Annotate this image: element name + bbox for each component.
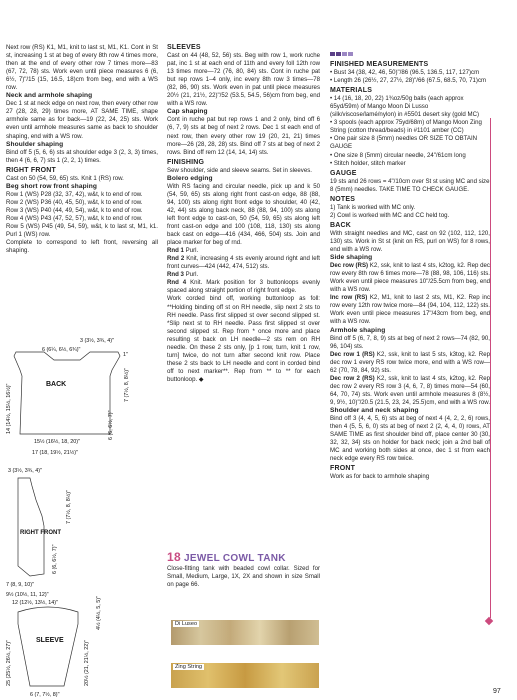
list-item: • 3 spools (each approx 75yd/68m) of Mango Moon Zing String (cotton thread/beads) in #1101 amber (CC) (330, 119, 482, 135)
paragraph: Bind off 5 (5, 6, 6) sts at shoulder edge 3 (2, 3, 3) times, then 4 (6, 6, 7) sts 1 (2, 2, 1) times. (6, 148, 158, 164)
paragraph: Bind off 5 (6, 7, 8, 9) sts at beg of next 2 rows—74 (82, 90, 96, 104) sts. (330, 334, 490, 350)
section-heading: GAUGE (330, 169, 357, 177)
list-item: 2) Cowl is worked with MC and CC held tog. (330, 211, 450, 219)
paragraph: Dec row (RS) K2, ssk, knit to last 4 sts, k2tog, k2. Rep dec row every 8th row 6 times more—78 (88, 98, 106, 116) sts. Work even until piece measures 10"/25.5cm from beg, end with a WS row. (330, 262, 490, 294)
sleeve-cuff-width: 6 (7, 7½, 8)" (30, 692, 60, 698)
back-shoulder-drop: 1" (123, 352, 128, 358)
sleeve-length: 25 (25½, 26½, 27)" (6, 640, 12, 686)
pattern-title: 18 JEWEL COWL TANK (167, 550, 286, 564)
front-hip-width: 9½ (10½, 11, 12)" (6, 592, 49, 598)
paragraph: Complete to correspond to left front, reversing all shaping. (6, 239, 158, 255)
sleeve-label: SLEEVE (36, 637, 64, 644)
round-instruction: Rnd 1 Purl. (167, 247, 199, 255)
section-heading: SLEEVES (167, 44, 201, 51)
paragraph: Cont in ruche pat but rep rows 1 and 2 only, bind off 6 (6, 7, 9) sts at beg of next 2 rows. Dec 1 st each end of next row, then every other row 19 (20, 21, 21) times more—26 (28, 28, 28) sts. Bind off 7 sts at beg of next 2 rows. Bind off rem 12 (14, 14, 14) sts. (167, 116, 320, 156)
paragraph: Work corded bind off, working buttonloop as foll: **Holding binding off st on RH needle, slip next 2 sts to RH needle. Pass first slipped st over second slipped st. *Slip next st to RH needle. Pass first slipped st over second slipped st. Rep from * once more and place resulting st back on LH needle—2 sts rem on RH needle. On these 2 sts only, [p 1 row, turn, knit 1 row, turn] twice, do not turn after second knit row. Place these 2 sts back to LH needle and cont in corded bind off to next marker**. Rep from ** to ** for each buttonloop. ◆ (167, 295, 320, 383)
swatch-label: Di Luseo (175, 621, 198, 627)
front-lower-length: 6 (6, 6½, 7)" (52, 544, 58, 574)
section-heading: Shoulder and neck shaping (330, 406, 419, 414)
round-instruction: Rnd 3 Purl. (167, 271, 199, 279)
divider-ornament (485, 617, 493, 625)
section-heading: Side shaping (330, 254, 373, 262)
paragraph: Dec row 1 (RS) K2, ssk, knit to last 5 sts, k3tog, k2. Rep dec row 1 every RS row twice more, end with a WS row—62 (70, 78, 84, 92) sts. (330, 350, 490, 374)
back-neck-width: 6 (6¼, 6½, 6¾)" (42, 347, 81, 353)
round-instruction: Rnd 2 Knit, increasing 4 sts evenly around right and left front curves—424 (442, 474, 512) sts. (167, 255, 321, 271)
list-item: 1) Tank is worked with MC only. (330, 203, 416, 211)
back-length: 14 (14½, 15½, 16½)" (6, 383, 12, 434)
front-upper-length: 7 (7½, 8, 8½)" (66, 490, 72, 524)
back-label: BACK (46, 381, 67, 388)
paragraph: With straight needles and MC, cast on 92 (102, 112, 120, 130) sts. Work in St st (knit on RS, purl on WS) for 8 rows, end with a WS row. (330, 229, 490, 254)
sleeve-cap-height: 4½ (4½, 5, 5)" (96, 596, 102, 630)
section-heading: Bolero edging (167, 174, 213, 182)
section-heading: NOTES (330, 195, 356, 203)
back-armhole-depth: 7 (7½, 8, 8½)" (124, 368, 130, 402)
column-1 (6, 44, 158, 255)
sleeve-top-width: 12 (12½, 13½, 14)" (12, 600, 58, 606)
round-instruction: Rnd 4 Knit. Mark position for 3 buttonloops evenly spaced along straight portion of right front edge. (167, 279, 321, 295)
paragraph: Inc row (RS) K2, M1, knit to last 2 sts, M1, K2. Rep inc row every 12th row twice more—84 (94, 104, 112, 122) sts. Work even until piece measures 17"/43cm from beg, end with a WS row. (330, 294, 490, 326)
section-heading: Shoulder shaping (6, 140, 64, 148)
paragraph: Cast on 44 (48, 52, 56) sts. Beg with row 1, work ruche pat, inc 1 st at each end of 11th and every foll 12th row 13 times more—72 (76, 80, 84) sts. Cont in ruche pat but rep rows 1–4 only, inc every 8th row 3 times—78 (82, 86, 90) sts. Work even in pat until piece measures 20½ (21, 21½, 22)"/52 (53.5, 54.5, 56)cm from beg, end with a WS row. (167, 52, 320, 108)
section-heading: FINISHING (167, 158, 205, 166)
row-instruction: Row 2 (WS) P36 (40, 45, 50), w&t, k to end of row. (6, 198, 143, 206)
section-heading: FINISHED MEASUREMENTS (330, 61, 429, 68)
back-top-width: 3 (3½, 3¾, 4)" (80, 338, 114, 344)
section-heading: Cap shaping (167, 108, 208, 116)
yarn-swatch-image (171, 620, 319, 645)
row-instruction: Row 5 (WS) P45 (49, 54, 59), w&t, k to last st, M1, k1. Purl 1 (WS) row. (6, 223, 158, 239)
sleeve-underarm: 20½ (21, 21½, 22)" (84, 640, 90, 686)
paragraph: Cast on 50 (54, 59, 65) sts. Knit 1 (RS) row. (6, 174, 124, 182)
paragraph: With RS facing and circular needle, pick up and k 50 (54, 59, 65) sts along right front cast-on edge, 88 (88, 94, 100) sts along right front edge to shoulder, 40 (42, 42, 44) sts along back neck, 88 (88, 94, 100) sts along left front edge to cast-on, 50 (54, 59, 65) sts along left front cast-on edge and 100 (108, 118, 130) sts along back cast on edge—416 (434, 466, 504) sts. Join and place marker for beg of rnd. (167, 182, 320, 247)
list-item: • Length 26 (26½, 27, 27½, 28)"/66 (67.5, 68.5, 70, 71)cm (330, 77, 487, 85)
yarn-swatch-image (171, 663, 319, 688)
back-schematic (14, 352, 120, 434)
column-3 (330, 59, 490, 481)
back-hip-width: 17 (18, 19½, 21½)" (32, 450, 78, 456)
schematic-diagrams (0, 330, 165, 700)
row-instruction: Row 4 (WS) P43 (47, 52, 57), w&t, k to end of row. (6, 214, 143, 222)
front-schematic (18, 478, 44, 576)
paragraph: Dec row 2 (RS) K2, ssk, knit to last 4 sts, k2tog, k2. Rep dec row 2 every RS row 3 (4, 6, 7, 8) times more—54 (60, 64, 70, 74) sts. Work even until armhole measures 8 (8½, 9, 9½, 10)"/20.5 (21.5, 23, 24, 25.5)cm, end with a WS row. (330, 374, 491, 406)
paragraph: Work as for back to armhole shaping (330, 473, 430, 481)
list-item: • 14 (16, 18, 20, 22) 1¾oz/50g balls (each approx 65yd/59m) of Mango Moon Di Lusso (silk/viscose/lamé/nylon) in #5501 desert sky (gold MC) (330, 95, 480, 119)
list-item: • Bust 34 (38, 42, 46, 50)"/86 (96.5, 136.5, 117, 127)cm (330, 69, 480, 77)
list-item: • One size 8 (5mm) circular needle, 24"/61cm long (330, 151, 466, 159)
section-heading: BACK (330, 221, 352, 229)
paragraph: Bind off 3 (4, 4, 5, 6) sts at beg of next 4 (4, 2, 2, 6) rows, then 4 (5, 5, 6, 0) sts at beg of next 2 (2, 4, 4, 0) rows, AT SAME TIME as first shoulder bind off, place center 30 (30, 32, 32, 34) sts on holder for back neck; join a 2nd ball of MC and working both sides at once, dec 1 st from each neck edge every RS row twice. (330, 415, 490, 463)
back-side-length: 6 (6, 6½, 7)" (108, 410, 114, 440)
decorative-blocks (330, 43, 354, 48)
section-heading: MATERIALS (330, 87, 373, 95)
front-top-width: 3 (3½, 3¾, 4)" (8, 468, 42, 474)
section-heading: Neck and armhole shaping (6, 92, 93, 100)
list-item: • Stitch holder, stitch marker (330, 159, 406, 167)
page-number: 97 (493, 688, 501, 695)
back-bottom-width: 15½ (16½, 18, 20)" (34, 439, 80, 445)
paragraph: Next row (RS) K1, M1, knit to last st, M1, K1. Cont in St st, increasing 1 st at beg of every 8th row 4 times more, then at the end of every other row 7 times more—83 (67, 72, 78) sts. Work even until piece measures 6 (6, 6½, 7)"/15 (15, 16.5, 18)cm from beg, end with a WS row. (6, 44, 158, 92)
swatch-label: Zing String (175, 664, 203, 670)
section-heading: RIGHT FRONT (6, 166, 57, 174)
section-heading: Beg short row front shaping (6, 182, 97, 190)
section-heading: Armhole shaping (330, 326, 386, 334)
section-heading: FRONT (330, 465, 356, 473)
list-item: • One pair size 8 (5mm) needles OR SIZE TO OBTAIN GAUGE (330, 135, 478, 151)
pattern-description: Close-fitting tank with beaded cowl collar. Sized for Small, Medium, Large, 1X, 2X and shown in size Small on page 66. (167, 565, 320, 589)
paragraph: 19 sts and 26 rows = 4"/10cm over St st using MC and size 8 (5mm) needles. TAKE TIME TO CHECK GAUGE. (330, 177, 490, 193)
sleeve-schematic (18, 607, 78, 686)
front-bottom-width: 7 (8, 9, 10)" (6, 582, 34, 588)
paragraph: Dec 1 st at neck edge on next row, then every other row 27 (28, 28, 29) times more, AT SAME TIME, shape armhole same as for back—19 (22, 24, 25) sts. Work even until armhole measures same as back to shoulder shaping, end with a WS row. (6, 100, 158, 140)
paragraph: Sew shoulder, side and sleeve seams. Set in sleeves. (167, 166, 312, 174)
row-instruction: Row 1 (WS) P28 (32, 37, 42), w&t, k to end of row. (6, 190, 143, 198)
column-divider (490, 118, 491, 618)
front-label: RIGHT FRONT (20, 530, 61, 536)
column-2 (167, 44, 320, 384)
row-instruction: Row 3 (WS) P40 (44, 49, 54), w&t, k to end of row. (6, 206, 143, 214)
